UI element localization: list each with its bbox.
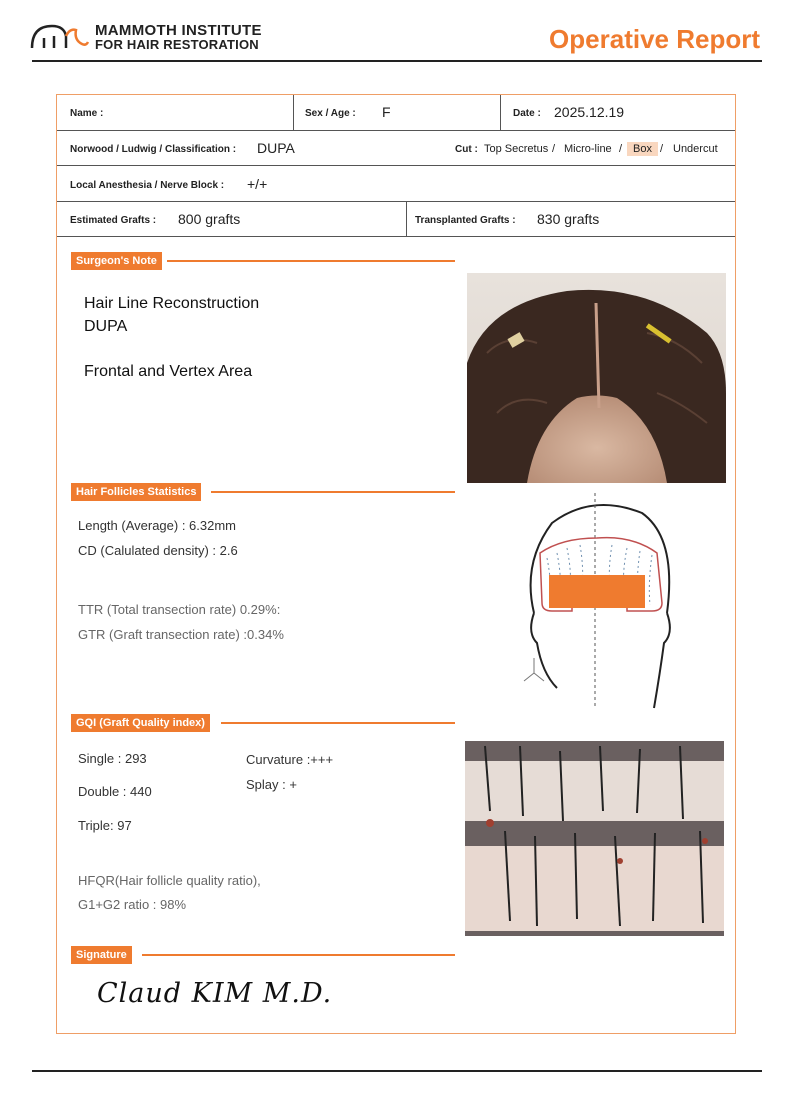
estimated-grafts-field[interactable]: 800 grafts [178, 211, 241, 227]
column-divider [406, 201, 407, 236]
header-divider [32, 60, 762, 62]
row-divider [57, 165, 735, 166]
date-field[interactable]: 2025.12.19 [554, 104, 625, 120]
classification-field[interactable]: DUPA [257, 140, 295, 156]
section-rule [142, 954, 455, 956]
signature-heading: Signature [71, 946, 132, 964]
note-line-1: Hair Line Reconstruction [84, 295, 260, 312]
cd-stat: CD (Calulated density) : 2.6 [78, 543, 238, 558]
double-count: Double : 440 [78, 784, 152, 799]
graft-photo [465, 741, 724, 936]
single-count: Single : 293 [78, 751, 147, 766]
report-frame [56, 94, 736, 1034]
cut-option-undercut[interactable]: Undercut [673, 143, 718, 155]
triple-count: Triple: 97 [78, 818, 132, 833]
donor-area-box [549, 575, 645, 608]
row-divider [57, 236, 735, 237]
note-line-2: DUPA [84, 318, 128, 335]
head-diagram [512, 493, 692, 713]
anesthesia-label: Local Anesthesia / Nerve Block : [70, 180, 225, 191]
gqi-heading: GQI (Graft Quality index) [71, 714, 210, 732]
note-line-3: Frontal and Vertex Area [84, 363, 253, 380]
ttr-stat: TTR (Total transection rate) 0.29%: [78, 602, 281, 617]
splay-value: Splay : + [246, 777, 297, 792]
anesthesia-field[interactable]: +/+ [247, 176, 268, 192]
transplanted-grafts-field[interactable]: 830 grafts [537, 211, 600, 227]
date-label: Date : [513, 108, 541, 119]
cut-option-box-selected[interactable]: Box [627, 142, 658, 156]
institute-name-line2: FOR HAIR RESTORATION [95, 37, 259, 52]
row-divider [57, 201, 735, 202]
surgeon-signature: Claud KIM M.D. [97, 978, 333, 1009]
column-divider [500, 95, 501, 130]
name-label: Name : [70, 108, 104, 119]
length-stat: Length (Average) : 6.32mm [78, 518, 237, 533]
cut-label: Cut : [455, 144, 478, 155]
section-rule [167, 260, 455, 262]
gtr-stat: GTR (Graft transection rate) :0.34% [78, 627, 284, 642]
logo-mark [30, 18, 90, 52]
row-divider [57, 130, 735, 131]
ratio-value: G1+G2 ratio : 98% [78, 897, 187, 912]
surgeons-note-heading: Surgeon's Note [71, 252, 162, 270]
sex-age-field[interactable]: F [382, 104, 391, 120]
footer-divider [32, 1070, 762, 1072]
classification-label: Norwood / Ludwig / Classification : [70, 144, 237, 155]
cut-option-micro-line[interactable]: Micro-line [564, 143, 612, 155]
sex-age-label: Sex / Age : [305, 108, 356, 119]
transplanted-grafts-label: Transplanted Grafts : [415, 215, 516, 226]
curvature-value: Curvature :+++ [246, 752, 334, 767]
cut-separator: / [552, 143, 556, 155]
scalp-photo [467, 273, 726, 483]
cut-separator: / [619, 143, 623, 155]
report-title: Operative Report [549, 24, 760, 54]
section-rule [221, 722, 455, 724]
cut-option-top-secretus[interactable]: Top Secretus [484, 143, 549, 155]
institute-name-line1: MAMMOTH INSTITUTE [95, 22, 262, 39]
follicle-stats-heading: Hair Follicles Statistics [71, 483, 201, 501]
hfqr-label: HFQR(Hair follicle quality ratio), [78, 873, 261, 888]
section-rule [211, 491, 455, 493]
cut-separator: / [660, 143, 664, 155]
column-divider [293, 95, 294, 130]
estimated-grafts-label: Estimated Grafts : [70, 215, 157, 226]
